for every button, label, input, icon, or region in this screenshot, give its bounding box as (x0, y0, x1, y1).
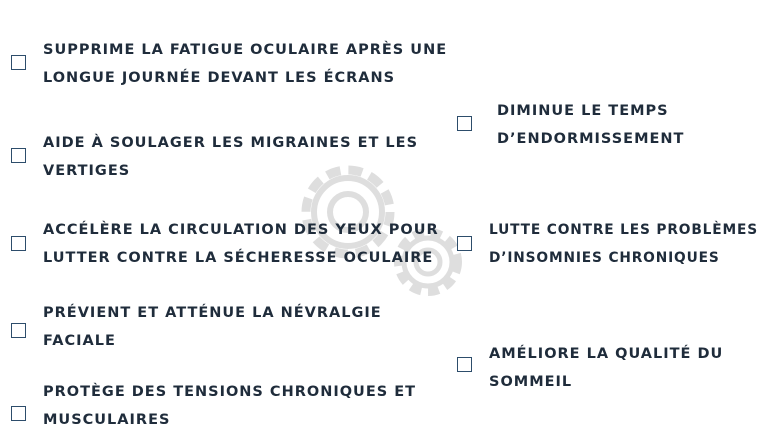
checkbox[interactable] (11, 323, 26, 338)
benefit-label: AMÉLIORE LA QUALITÉ DU SOMMEIL (489, 346, 724, 390)
benefit-label: AIDE À SOULAGER LES MIGRAINES ET LES VERTIGES (43, 135, 419, 179)
benefit-label: ACCÉLÈRE LA CIRCULATION DES YEUX POUR LUTTER CONTRE LA SÉCHERESSE OCULAIRE (43, 222, 439, 266)
checkbox[interactable] (11, 236, 26, 251)
checkbox[interactable] (457, 116, 472, 131)
benefit-label: PRÉVIENT ET ATTÉNUE LA NÉVRALGIE FACIALE (43, 305, 382, 349)
checkbox[interactable] (11, 148, 26, 163)
benefit-label: LUTTE CONTRE LES PROBLÈMES D’INSOMNIES CHRONIQUES (489, 222, 759, 266)
benefit-label: DIMINUE LE TEMPS D’ENDORMISSEMENT (497, 103, 685, 147)
benefit-label: PROTÈGE DES TENSIONS CHRONIQUES ET MUSCULAIRES (43, 384, 417, 428)
benefit-label: SUPPRIME LA FATIGUE OCULAIRE APRÈS UNE LONGUE JOURNÉE DEVANT LES ÉCRANS (43, 42, 448, 86)
checkbox[interactable] (457, 236, 472, 251)
checkbox[interactable] (457, 357, 472, 372)
checkbox[interactable] (11, 406, 26, 421)
checkbox[interactable] (11, 55, 26, 70)
